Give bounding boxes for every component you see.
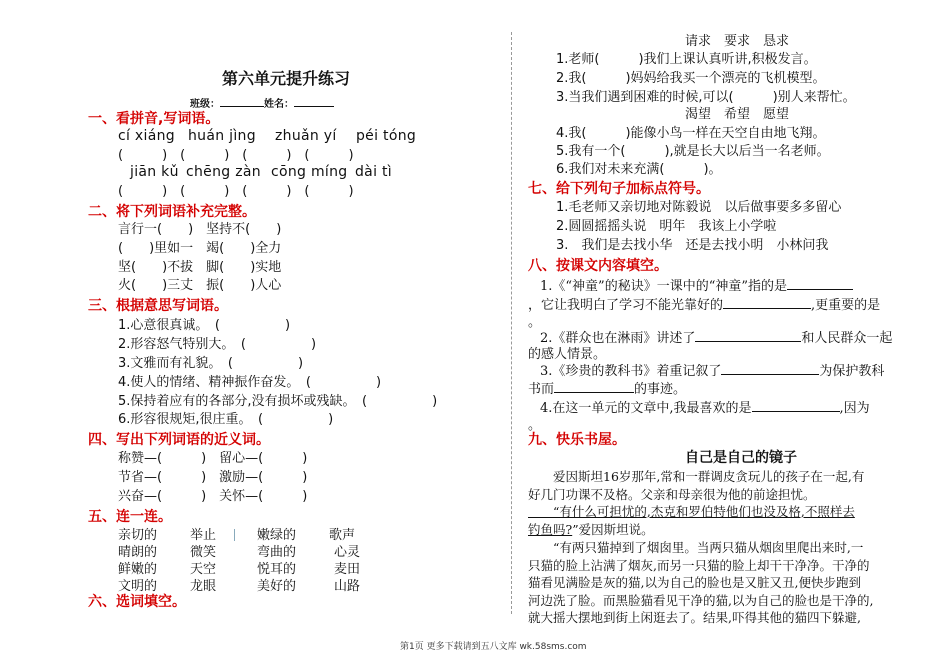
match-item: 麦田 [334, 562, 361, 577]
story-title: 自己是自己的镜子 [685, 450, 797, 466]
fill-q4-line1: 4.在这一单元的文章中,我最喜欢的是 ,因为 [540, 401, 870, 416]
synonym-line: 节省—( ) 激励—( ) [118, 470, 308, 485]
fill-q3-line1: 3.《珍贵的教科书》着重记叙了 为保护教科 [540, 364, 885, 379]
meaning-line: 5.保持着应有的各部分,没有损坏或残缺。 ( ) [118, 394, 438, 409]
fill-q3-line2: 书而 的事迹。 [528, 382, 687, 397]
punctuation-line: 2.圆圆摇摇头说 明年 我该上小学啦 [556, 219, 777, 234]
idiom-line: ( )里如一 竭( )全力 [118, 241, 282, 256]
pinyin-8: dài tì [355, 164, 392, 180]
section-3-heading: 三、根据意思写词语。 [88, 298, 228, 314]
meaning-line: 3.文雅而有礼貌。 ( ) [118, 356, 304, 371]
pinyin-1: cí xiáng [118, 128, 175, 144]
name-label: 姓名： [264, 94, 334, 110]
idiom-line: 火( )三丈 振( )人心 [118, 278, 282, 293]
synonym-line: 称赞—( ) 留心—( ) [118, 451, 308, 466]
answer-brackets-row2: ( ) ( ) ( ) ( ) [118, 184, 354, 199]
section-2-heading: 二、将下列词语补充完整。 [88, 204, 256, 220]
pinyin-3: zhuǎn yí [275, 128, 337, 144]
story-line: 就大摇大摆地到街上闲逛去了。结果,吓得其他的猫四下躲避, [528, 610, 861, 625]
section-8-heading: 八、按课文内容填空。 [528, 258, 668, 274]
punctuation-line: 3. 我们是去找小华 还是去找小明 小林问我 [556, 238, 829, 253]
match-item: 弯曲的 [257, 545, 297, 560]
punctuation-line: 1.毛老师又亲切地对陈毅说 以后做事要多多留心 [556, 200, 842, 215]
section-7-heading: 七、给下列句子加标点符号。 [528, 181, 710, 197]
word-choices-2: 渴望 希望 愿望 [685, 107, 790, 122]
idiom-line: 坚( )不拔 脚( )实地 [118, 260, 282, 275]
match-item: 歌声 [329, 528, 356, 543]
section-6-heading: 六、选词填空。 [88, 594, 186, 610]
class-label: 班级： [190, 94, 264, 110]
word-choices-1: 请求 要求 恳求 [685, 34, 790, 49]
match-mark [234, 529, 235, 541]
story-line: “有两只猫掉到了烟囱里。当两只猫从烟囱里爬出来时,一 [528, 540, 864, 555]
story-line: 爱因斯坦16岁那年,常和一群调皮贪玩儿的孩子在一起,有 [528, 469, 865, 484]
fill-q2-line2: 的感人情景。 [528, 347, 607, 362]
fill-line: 5.我有一个( ),就是长大以后当一名老师。 [556, 144, 830, 159]
story-line: 好几门功课不及格。父亲和母亲很为他的前途担忧。 [528, 487, 816, 502]
meaning-line: 2.形容怒气特别大。 ( ) [118, 337, 317, 352]
fill-q4-end: 。 [528, 418, 542, 433]
match-item: 鲜嫩的 [118, 562, 158, 577]
page-title: 第六单元提升练习 [222, 69, 351, 88]
match-item: 龙眼 [190, 579, 217, 594]
column-divider [511, 32, 512, 614]
fill-q2-line1: 2.《群众也在淋雨》讲述了 和人民群众一起 [540, 331, 893, 346]
fill-q1-line2: ，它让我明白了学习不能光靠好的 ,更重要的是 [528, 298, 881, 313]
fill-line: 3.当我们遇到困难的时候,可以( )别人来帮忙。 [556, 90, 856, 105]
section-9-heading: 九、快乐书屋。 [528, 432, 626, 448]
match-item: 晴朗的 [118, 545, 158, 560]
fill-line: 6.我们对未来充满( )。 [556, 162, 722, 177]
match-item: 文明的 [118, 579, 158, 594]
section-4-heading: 四、写出下列词语的近义词。 [88, 432, 270, 448]
pinyin-4: péi tóng [356, 128, 417, 144]
section-5-heading: 五、连一连。 [88, 509, 172, 525]
match-item: 亲切的 [118, 528, 158, 543]
pinyin-7: cōng míng [271, 164, 348, 180]
fill-line: 1.老师( )我们上课认真听讲,积极发言。 [556, 52, 817, 67]
match-item: 举止 [190, 528, 217, 543]
match-item: 天空 [190, 562, 217, 577]
section-1-heading: 一、看拼音,写词语。 [88, 111, 220, 127]
match-item: 美好的 [257, 579, 297, 594]
meaning-line: 1.心意很真诚。 ( ) [118, 318, 291, 333]
story-line: 河边洗了脸。而黑脸猫看见干净的猫,以为自己的脸也是干净的, [528, 593, 874, 608]
pinyin-6: chēng zàn [186, 164, 261, 180]
fill-line: 4.我( )能像小鸟一样在天空自由地飞翔。 [556, 126, 826, 141]
pinyin-2: huán jìng [188, 128, 256, 144]
fill-q1-end: 。 [528, 315, 542, 330]
pinyin-5: jiān kǔ [130, 164, 179, 180]
idiom-line: 言行一( ) 坚持不( ) [118, 222, 282, 237]
story-line: 钓鱼吗?”爱因斯坦说。 [528, 522, 654, 537]
story-line: “有什么可担忧的,杰克和罗伯特他们也没及格,不照样去 [528, 504, 855, 519]
story-line: 猫看见满脸是灰的猫,以为自己的脸也是又脏又丑,便快步跑到 [528, 575, 861, 590]
match-item: 山路 [334, 579, 361, 594]
match-item: 心灵 [334, 545, 361, 560]
answer-brackets-row1: ( ) ( ) ( ) ( ) [118, 148, 354, 163]
fill-line: 2.我( )妈妈给我买一个漂亮的飞机模型。 [556, 71, 826, 86]
match-item: 嫩绿的 [257, 528, 297, 543]
match-item: 悦耳的 [257, 562, 297, 577]
meaning-line: 4.使人的情绪、精神振作奋发。 ( ) [118, 375, 382, 390]
story-line: 只猫的脸上沾满了烟灰,而另一只猫的脸上却干干净净。干净的 [528, 558, 870, 573]
meaning-line: 6.形容很规矩,很庄重。 ( ) [118, 412, 334, 427]
match-item: 微笑 [190, 545, 217, 560]
fill-q1-line1: 1.《“神童”的秘诀》一课中的“神童”指的是 [540, 277, 853, 295]
synonym-line: 兴奋—( ) 关怀—( ) [118, 489, 308, 504]
page-footer: 第1页 更多下载请到五八文库 wk.58sms.com [400, 642, 587, 652]
